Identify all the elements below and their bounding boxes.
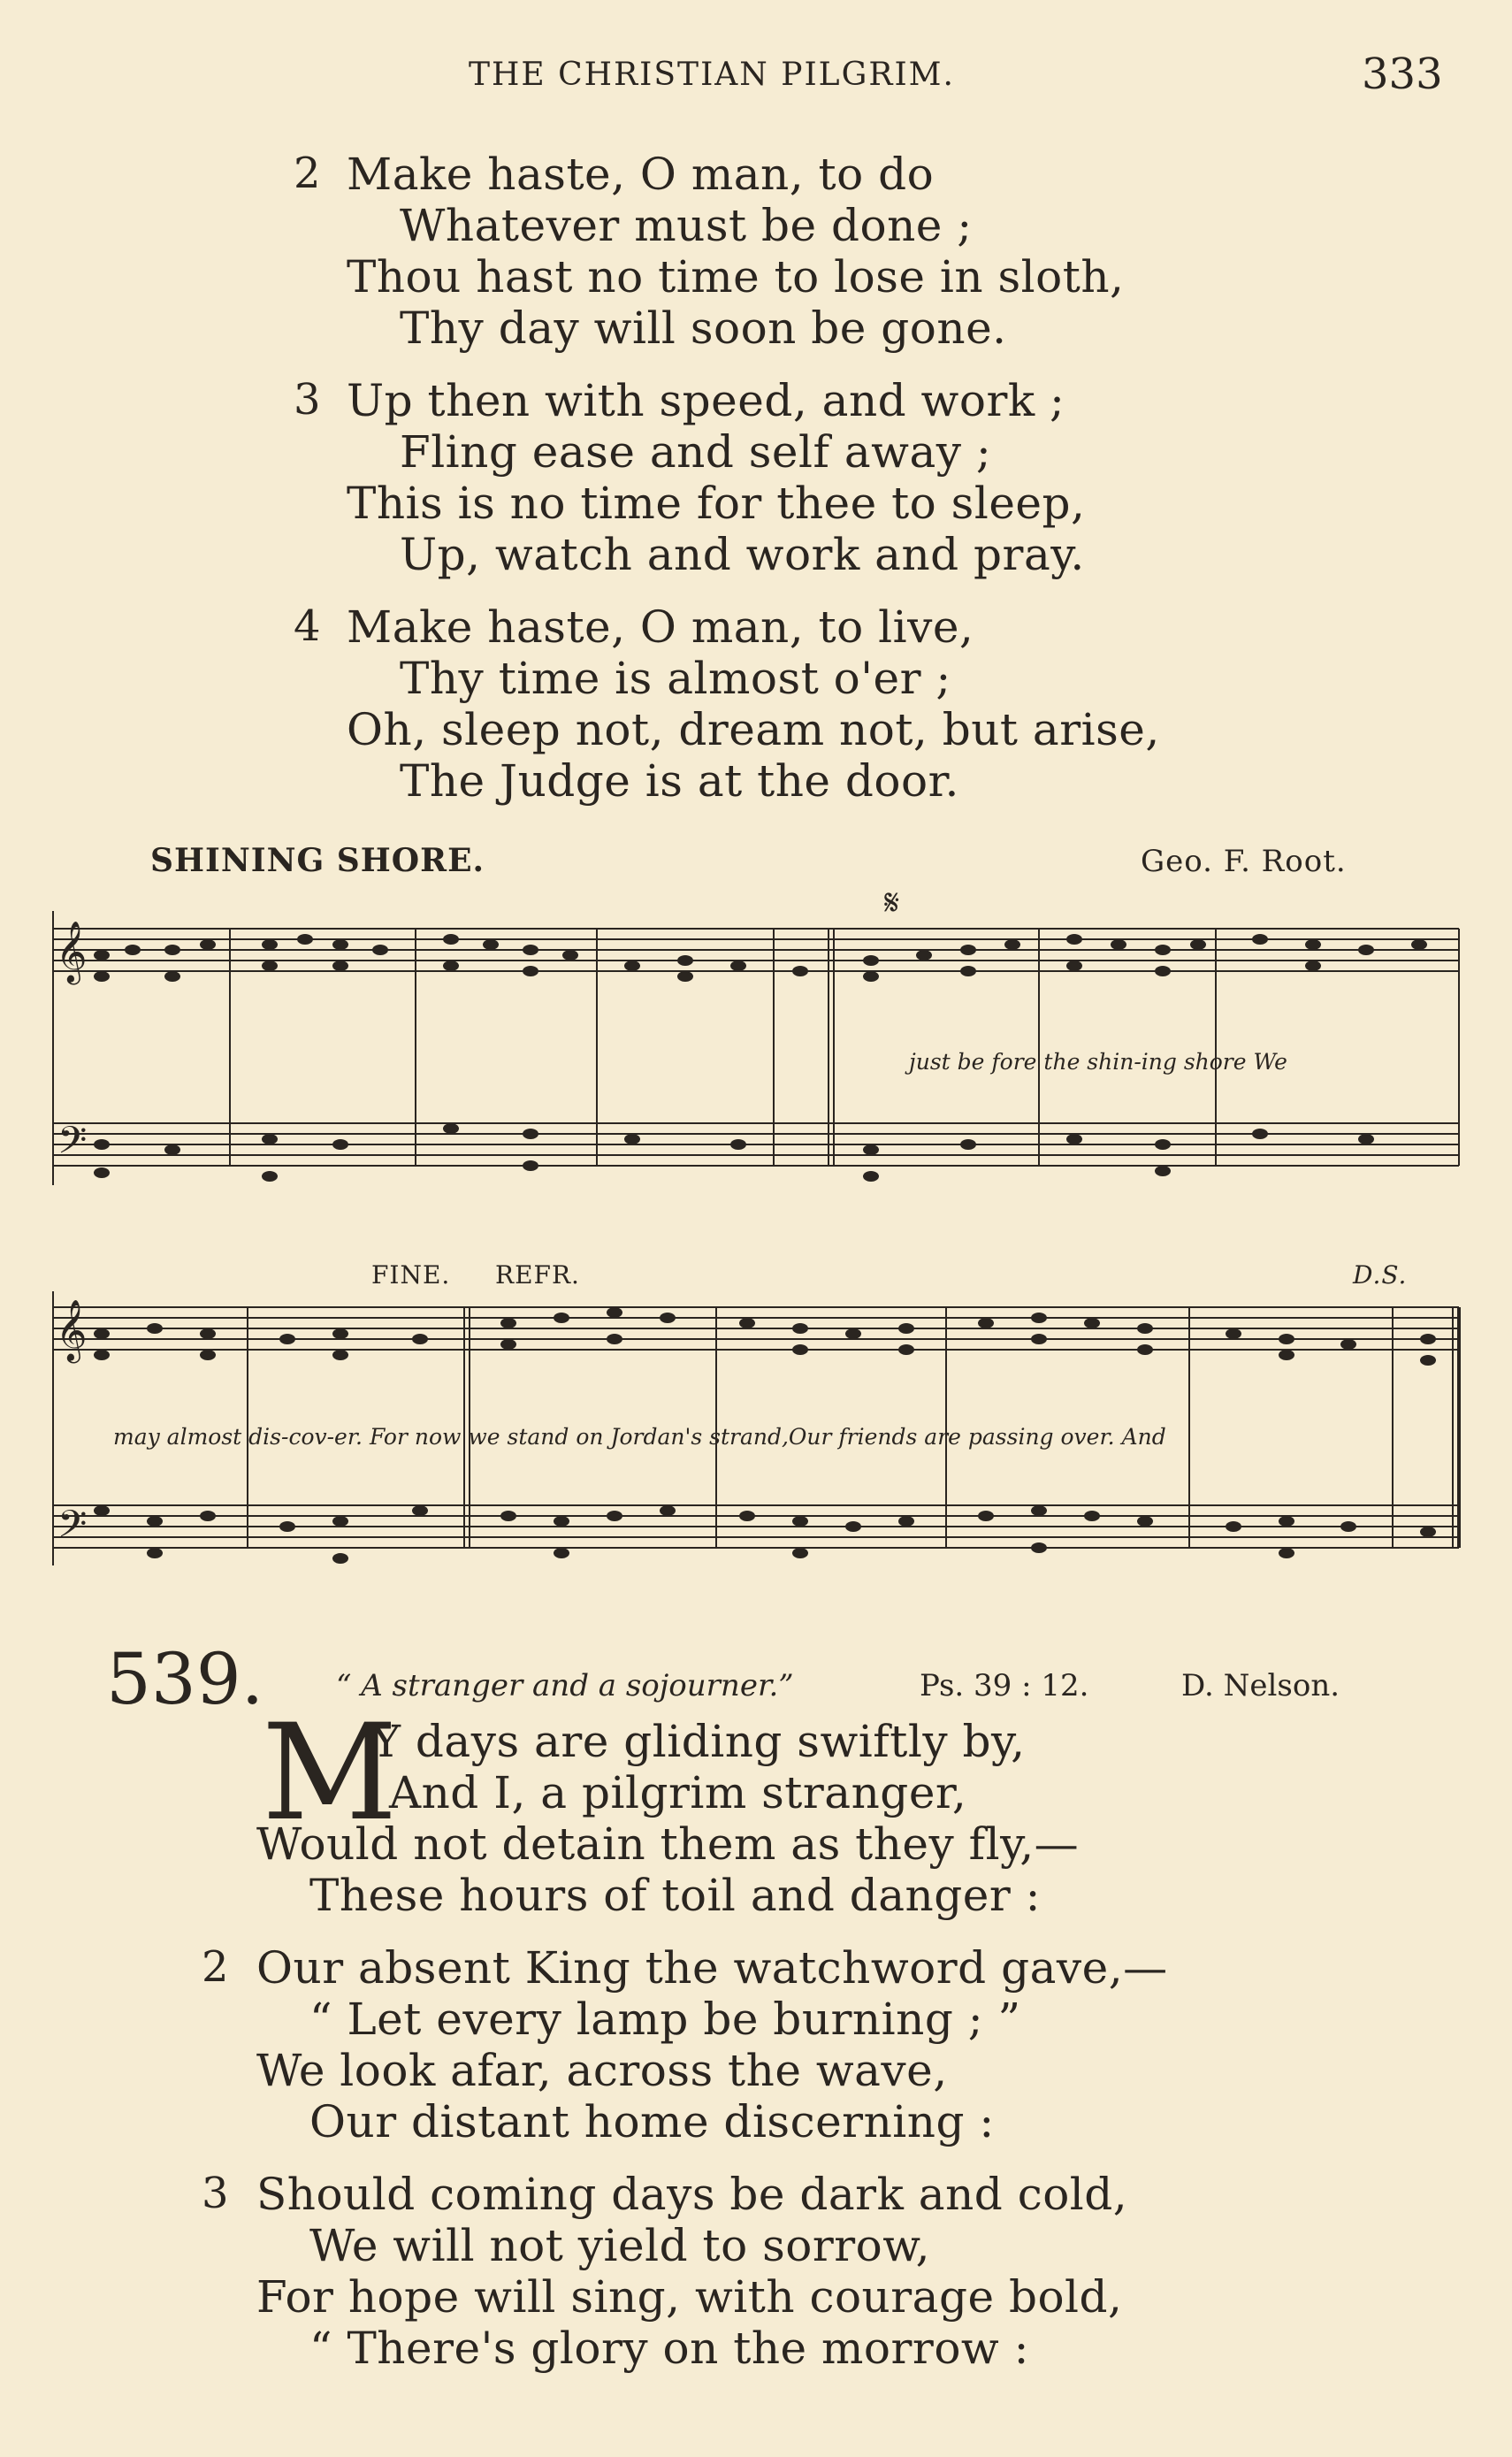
lyrics-row-1: just be fore the shin-ing shore We: [909, 1049, 1287, 1075]
verse-line: Thy day will soon be gone.: [400, 302, 1007, 354]
verse-line: Our absent King the watchword gave,—: [256, 1942, 1168, 1994]
bass-clef-icon: 𝄢: [57, 1503, 88, 1556]
verse-line: Make haste, O man, to live,: [347, 601, 974, 653]
hymn-number: 539.: [106, 1638, 264, 1720]
stanza-number: 3: [202, 2169, 229, 2218]
treble-clef-icon: 𝄞: [56, 921, 88, 983]
hymn-epigraph: “ A stranger and a sojourner.”: [336, 1668, 794, 1703]
drop-cap: M: [262, 1696, 398, 1850]
verse-line: Y days are gliding swiftly by,: [371, 1716, 1026, 1767]
scripture-reference: Ps. 39 : 12.: [920, 1668, 1089, 1703]
verse-line: We will not yield to sorrow,: [309, 2220, 930, 2271]
page-number: 333: [1362, 50, 1443, 99]
verse-line: Should coming days be dark and cold,: [256, 2169, 1128, 2220]
refrain-label: REFR.: [495, 1260, 580, 1290]
running-header: THE CHRISTIAN PILGRIM.: [469, 57, 955, 93]
lyrics-row-2: may almost dis-cov-er. For now we stand on Jordan's strand,Our friends are passing over. And: [113, 1424, 1166, 1450]
ds-label: D.S.: [1353, 1260, 1408, 1290]
music-score: [49, 884, 1463, 1592]
verse-line: Our distant home discerning :: [309, 2096, 995, 2147]
verse-line: Would not detain them as they fly,—: [256, 1818, 1080, 1870]
verse-line: Up then with speed, and work ;: [347, 375, 1065, 426]
verse-line: We look afar, across the wave,: [256, 2045, 948, 2096]
notes-treble-1: [94, 934, 1427, 976]
staff-bass-2: [53, 1505, 1459, 1548]
verse-line: Fling ease and self away ;: [400, 426, 992, 478]
stanza-number: 2: [202, 1942, 229, 1992]
verse-line: Up, watch and work and pray.: [400, 529, 1085, 580]
notes-bass-2: [94, 1505, 1436, 1564]
verse-line: “ Let every lamp be burning ; ”: [309, 1994, 1021, 2045]
verse-line: This is no time for thee to sleep,: [347, 478, 1086, 529]
tune-name: SHINING SHORE.: [150, 842, 485, 879]
verse-line: The Judge is at the door.: [400, 755, 959, 807]
composer: Geo. F. Root.: [1141, 844, 1347, 879]
verse-line: And I, a pilgrim stranger,: [389, 1767, 967, 1818]
verse-line: For hope will sing, with courage bold,: [256, 2271, 1123, 2323]
stanza-number: 2: [294, 149, 321, 198]
fine-label: FINE.: [371, 1260, 451, 1290]
stanza-number: 3: [294, 375, 321, 425]
segno-sign: 𝄋: [884, 883, 901, 923]
stanza-number: 4: [294, 601, 321, 651]
verse-line: Oh, sleep not, dream not, but arise,: [347, 704, 1160, 755]
verse-line: Thou hast no time to lose in sloth,: [347, 251, 1125, 302]
treble-clef-icon: 𝄞: [56, 1299, 88, 1361]
staff-bass-1: [53, 1123, 1459, 1166]
notes-bass-1: [94, 1123, 1374, 1182]
verse-line: Thy time is almost o'er ;: [400, 653, 951, 704]
hymn-author: D. Nelson.: [1181, 1668, 1340, 1703]
verse-line: These hours of toil and danger :: [309, 1870, 1041, 1921]
verse-line: “ There's glory on the morrow :: [309, 2323, 1029, 2374]
staff-treble-2: [53, 1307, 1459, 1350]
verse-line: Make haste, O man, to do: [347, 149, 935, 200]
bass-clef-icon: 𝄢: [57, 1119, 88, 1172]
verse-line: Whatever must be done ;: [400, 200, 973, 251]
